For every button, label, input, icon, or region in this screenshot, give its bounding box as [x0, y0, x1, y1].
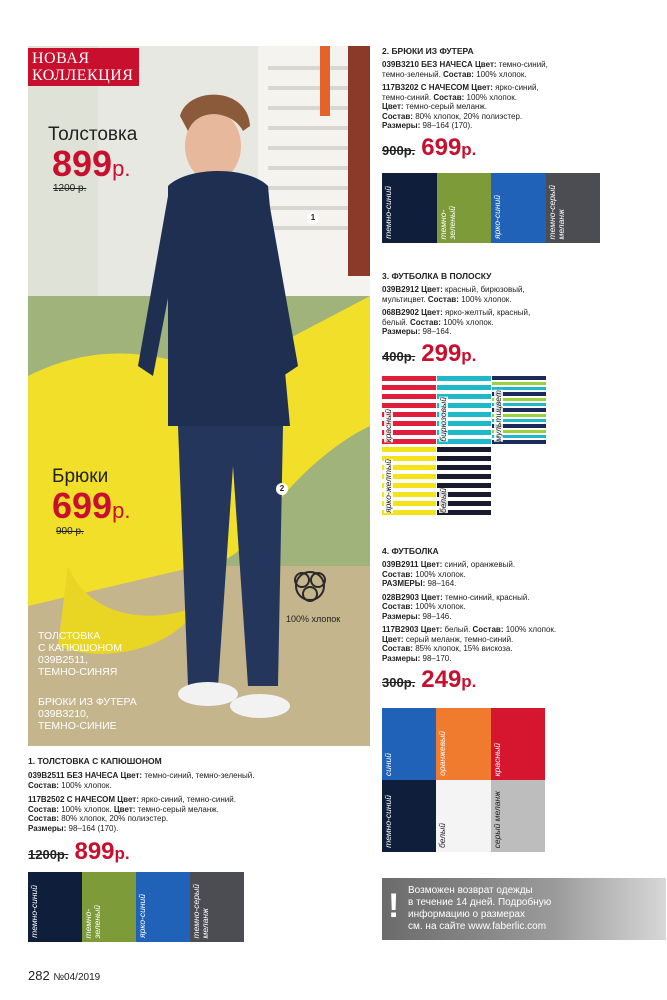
- item3-sizes-label: Размеры:: [382, 327, 421, 336]
- item2-sizes: 98–164 (170).: [420, 121, 473, 130]
- item4-color-label4: Цвет:: [382, 634, 404, 644]
- swatch-label: серый меланж: [491, 790, 502, 848]
- item2-comp3: 80% хлопок, 20% полиэстер.: [412, 111, 523, 121]
- item4-colors2: темно-синий, красный.: [442, 592, 530, 602]
- swatch-label: ярко-синий: [137, 894, 147, 938]
- swatch-label: темно-синий: [383, 795, 393, 848]
- item3-code2: 068B2902 Цвет:: [382, 308, 443, 317]
- item2-sizes-label: Размеры:: [382, 121, 421, 130]
- page-number: 282: [28, 968, 50, 983]
- item1-comp2: 100% хлопок.: [58, 804, 114, 814]
- item3-currency: р.: [461, 345, 477, 365]
- color-swatch: [82, 872, 136, 942]
- swatch-label: темно-серый меланж: [546, 184, 566, 239]
- item3-heading: 3. ФУТБОЛКА В ПОЛОСКУ: [382, 271, 492, 281]
- item4-code3: 117B2903 Цвет:: [382, 625, 443, 634]
- item2-code: 039B3210 БЕЗ НАЧЕСА Цвет:: [382, 60, 497, 69]
- item3-colors-cont: мультицвет.: [382, 294, 428, 304]
- item4-colors: синий, оранжевый.: [442, 560, 516, 569]
- item4-comp4: 85% хлопок, 15% вискоза.: [412, 644, 513, 653]
- item3-desc: [382, 285, 662, 337]
- item3-price: [382, 340, 662, 368]
- item2-heading: 2. БРЮКИ ИЗ ФУТЕРА: [382, 46, 474, 56]
- swatch-label: белый: [438, 487, 448, 513]
- caption-pants-line: ТЕМНО-СИНИЕ: [38, 720, 117, 732]
- item3-new-price-value: 299: [421, 339, 462, 367]
- notice-line: Возможен возврат одежды: [408, 885, 533, 896]
- item3-colors2: ярко-желтый, красный,: [442, 308, 531, 317]
- badge-line2: КОЛЛЕКЦИЯ: [32, 67, 134, 84]
- item2-comp2: 100% хлопок.: [464, 92, 517, 102]
- color-swatch: [491, 173, 546, 243]
- marker-2: 2: [276, 483, 288, 495]
- item1-comp-label2: Состав:: [28, 804, 59, 814]
- item2-color-label3: Цвет:: [382, 102, 404, 111]
- item3-comp-label: Состав:: [427, 294, 459, 304]
- stripe-swatch: [492, 376, 546, 446]
- item3-code: 039B2912 Цвет:: [382, 285, 443, 294]
- item4-new-price: [421, 666, 476, 694]
- item2-colors-cont: темно-зеленый.: [382, 69, 444, 79]
- swatch-label: ярко-синий: [492, 195, 502, 239]
- swatch-label: красный: [491, 742, 502, 776]
- item1-code2: 117B2502 С НАЧЕСОМ Цвет:: [28, 795, 139, 804]
- color-swatch: [28, 872, 82, 942]
- item3-block: [382, 271, 662, 368]
- item1-color-label3: Цвет:: [113, 804, 136, 814]
- hoodie-price-currency: р.: [112, 156, 131, 181]
- swatch-label: темно- зеленый: [437, 205, 457, 239]
- item1-desc: [28, 771, 368, 833]
- item3-stripe-swatches: [382, 376, 548, 518]
- notice-line: информацию о размерах: [408, 909, 525, 920]
- item4-sizes-label2: Размеры:: [382, 611, 421, 621]
- item2-comp-label: Состав:: [443, 69, 474, 79]
- swatch-label: темно- зеленый: [83, 904, 102, 938]
- item4-comp-label2: Состав:: [382, 602, 413, 611]
- item1-heading: 1. ТОЛСТОВКА С КАПЮШОНОМ: [28, 756, 162, 766]
- item4-sizes3: 98–170.: [420, 653, 452, 663]
- item2-comp: 100% хлопок.: [473, 69, 527, 79]
- color-swatch: [491, 708, 545, 780]
- item4-old-price: 300р.: [382, 675, 416, 690]
- item4-sizes2: 98–146.: [420, 611, 452, 621]
- item4-comp3: 100% хлопок.: [503, 625, 557, 634]
- color-swatch: [436, 780, 490, 852]
- item1-sizes-label: Размеры:: [28, 823, 67, 833]
- item4-sizes-label: РАЗМЕРЫ:: [382, 579, 426, 588]
- swatch-label: синий: [383, 752, 393, 776]
- stripe-swatch: [382, 376, 436, 446]
- swatch-label: ярко-желтый: [383, 459, 393, 513]
- swatch-label: темно-синий: [29, 885, 39, 938]
- item4-comp-label3: Состав:: [472, 625, 504, 634]
- item4-new-price-value: 249: [421, 666, 462, 693]
- color-swatch: [382, 173, 437, 243]
- item4-swatches: [382, 708, 545, 852]
- item1-block: [28, 756, 368, 866]
- item3-colors2-cont: белый.: [382, 317, 411, 327]
- swatch-label: темно-синий: [383, 186, 393, 239]
- item1-comp-label3: Состав:: [28, 814, 59, 823]
- cotton-label: 100% хлопок: [286, 614, 341, 624]
- swatch-row: [382, 708, 545, 780]
- swatch-label: оранжевый: [437, 731, 448, 776]
- marker-1: 1: [307, 212, 319, 224]
- item1-comp: 100% хлопок.: [58, 780, 112, 790]
- item2-price: [382, 134, 662, 162]
- item4-price: [382, 666, 662, 694]
- item2-comp-label3: Состав:: [382, 111, 413, 121]
- color-swatch: [382, 708, 436, 780]
- item2-code2: 117B3202 С НАЧЕСОМ Цвет:: [382, 83, 493, 92]
- new-collection-badge: [28, 48, 139, 86]
- item1-sizes: 98–164 (170).: [66, 823, 119, 833]
- caption-pants-line: БРЮКИ ИЗ ФУТЕРА: [38, 696, 137, 708]
- item3-sizes: 98–164.: [420, 327, 452, 336]
- stripe-swatch: [437, 447, 491, 517]
- item1-new-price-value: 899: [74, 838, 115, 865]
- swatch-label: темно-серый меланж: [191, 883, 210, 938]
- item1-color3: темно-серый меланж.: [135, 804, 219, 814]
- item2-color3: темно-серый меланж.: [403, 102, 488, 111]
- item4-comp-label4: Состав:: [382, 644, 413, 653]
- hoodie-old-price: 1200 р.: [53, 183, 87, 194]
- item4-colors4: серый меланж, темно-синий.: [403, 634, 514, 644]
- exclamation-icon: !: [388, 887, 400, 925]
- pants-name: Брюки: [52, 466, 109, 487]
- notice-text: [408, 885, 551, 933]
- color-swatch: [437, 173, 492, 243]
- pants-old-price: 900 р.: [56, 526, 84, 537]
- item2-colors: темно-синий,: [496, 60, 548, 69]
- item2-old-price: 900р.: [382, 142, 416, 158]
- color-swatch: [546, 173, 601, 243]
- item2-desc: [382, 60, 662, 131]
- swatch-row: [382, 780, 545, 852]
- stripe-swatch: [437, 376, 491, 446]
- item3-comp-label2: Состав:: [410, 317, 441, 327]
- item4-comp-label: Состав:: [382, 569, 413, 579]
- item1-comp3: 80% хлопок, 20% полиэстер.: [58, 814, 169, 823]
- hoodie-price: [52, 143, 131, 187]
- item1-code: 039B2511 БЕЗ НАЧЕСА Цвет:: [28, 771, 143, 780]
- item4-sizes: 98–164.: [425, 579, 457, 588]
- color-swatch: [491, 780, 545, 852]
- item4-block: [382, 546, 662, 694]
- item1-colors2: ярко-синий, темно-синий.: [138, 795, 236, 804]
- page-footer: [28, 968, 100, 983]
- item2-swatches: [382, 173, 600, 243]
- caption-hoodie: [38, 630, 122, 678]
- notice-line: см. на сайте www.faberlic.com: [408, 921, 547, 932]
- caption-pants: [38, 696, 137, 732]
- hoodie-name: Толстовка: [48, 124, 138, 145]
- color-swatch: [190, 872, 244, 942]
- pants-price-currency: р.: [112, 498, 131, 523]
- item4-comp2: 100% хлопок.: [412, 602, 466, 611]
- hoodie-price-value: 899: [52, 143, 113, 184]
- stripe-swatch: [382, 447, 436, 517]
- item1-new-price: [74, 838, 129, 866]
- caption-hoodie-line: ТОЛСТОВКА: [38, 630, 101, 642]
- item1-currency: р.: [114, 844, 130, 863]
- item4-desc: [382, 560, 662, 663]
- item3-new-price: [421, 340, 476, 368]
- swatch-label: красный: [383, 408, 393, 442]
- swatch-label: мультицвет: [493, 390, 503, 442]
- item3-comp: 100% хлопок.: [458, 294, 512, 304]
- item2-comp-label2: Состав:: [433, 92, 465, 102]
- item2-currency: р.: [461, 139, 477, 159]
- swatch-label: белый: [437, 822, 448, 848]
- item1-comp-label: Состав:: [28, 780, 59, 790]
- color-swatch: [436, 708, 490, 780]
- item2-colors2: ярко-синий,: [492, 83, 539, 92]
- caption-pants-line: 039B3210,: [38, 708, 89, 720]
- item1-old-price: 1200р.: [28, 847, 69, 862]
- swatch-label: бирюзовый: [438, 397, 448, 442]
- issue-number: №04/2019: [53, 972, 101, 983]
- caption-hoodie-line: 039B2511,: [38, 654, 89, 666]
- item4-comp: 100% хлопок.: [412, 569, 466, 579]
- item3-comp2: 100% хлопок.: [440, 317, 494, 327]
- product-photo: [28, 46, 370, 746]
- pants-price-value: 699: [52, 485, 113, 526]
- item1-swatches: [28, 872, 244, 942]
- item2-block: [382, 46, 662, 162]
- return-notice: [382, 878, 666, 940]
- item3-colors: красный, бирюзовый,: [442, 285, 525, 294]
- badge-line1: НОВАЯ: [32, 50, 90, 67]
- caption-hoodie-line: С КАПЮШОНОМ: [38, 642, 122, 654]
- caption-hoodie-line: ТЕМНО-СИНЯЯ: [38, 666, 118, 678]
- item4-code: 039B2911 Цвет:: [382, 560, 443, 569]
- color-swatch: [382, 780, 436, 852]
- item4-code2: 028B2903 Цвет:: [382, 592, 443, 602]
- item4-sizes-label3: Размеры:: [382, 653, 421, 663]
- item2-colors2-cont: темно-синий.: [382, 92, 434, 102]
- item4-heading: 4. ФУТБОЛКА: [382, 546, 439, 556]
- item2-new-price-value: 699: [421, 133, 462, 161]
- notice-line: в течение 14 дней. Подробную: [408, 897, 552, 908]
- item4-currency: р.: [461, 672, 477, 691]
- pants-price: [52, 485, 131, 529]
- item2-new-price: [421, 134, 476, 162]
- item1-price: [28, 838, 368, 866]
- item3-old-price: 400р.: [382, 348, 416, 364]
- item4-colors3: белый.: [442, 625, 473, 634]
- item1-colors: темно-синий, темно-зеленый.: [142, 771, 255, 780]
- color-swatch: [136, 872, 190, 942]
